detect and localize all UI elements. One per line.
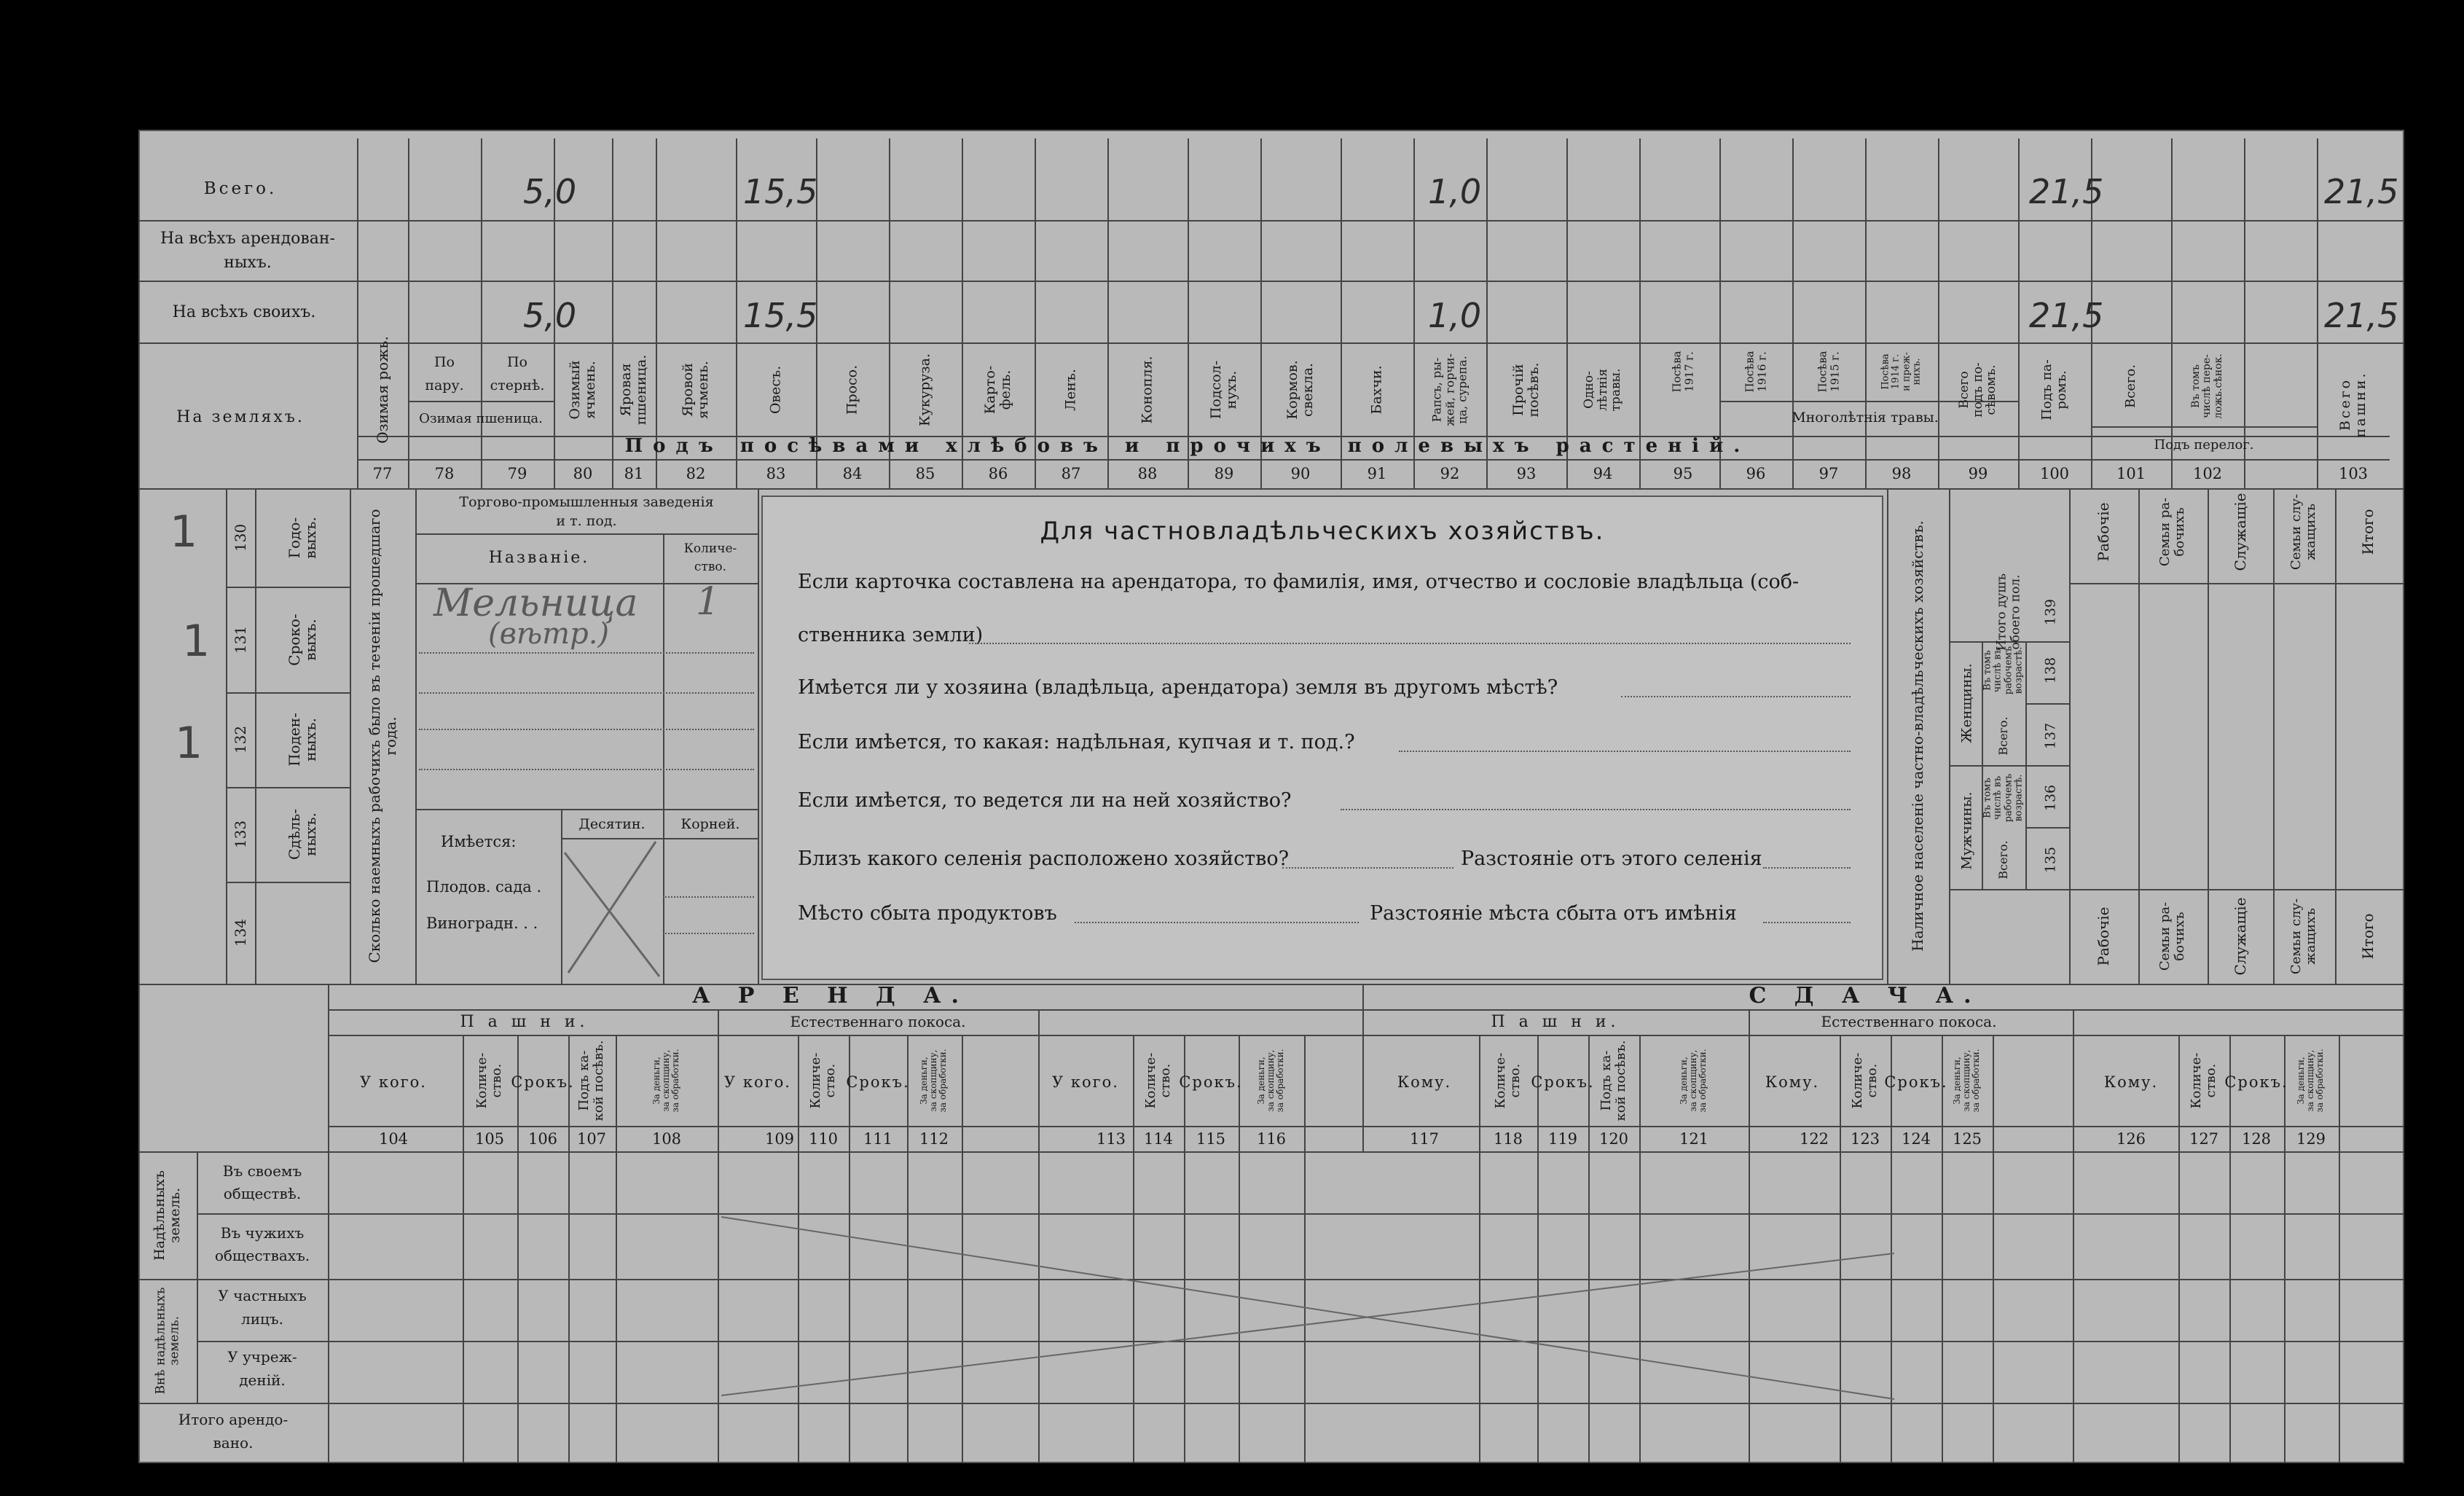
pop-itogo-dush: Итого душъ обоего пол. (1994, 573, 2022, 651)
col-header-91: Бахчи. (1368, 365, 1385, 415)
group-pod-perelog: Подъ перелог. (2154, 437, 2254, 453)
lease-col-number: 109 (764, 1130, 795, 1148)
col-header-82: Яровой ячмень. (680, 361, 711, 419)
top-col-number: 101 (2116, 465, 2146, 482)
lease-col-header: Срокъ. (1531, 1073, 1595, 1091)
workers-header-4: Семьи слу-жащихъ (2288, 493, 2318, 571)
row-label-vsego: Всего. (203, 179, 278, 198)
col-header-86: Карто- фель. (982, 365, 1013, 415)
lease-col-header: Кому. (2103, 1073, 2159, 1091)
col-header-89: Подсол- нухъ. (1208, 360, 1239, 420)
row-r3-1: У частныхъ (218, 1287, 307, 1304)
lease-col-line (616, 1035, 617, 1463)
col-header-87: Ленъ. (1062, 369, 1079, 411)
rows-vne-nadel: Внѣ надѣльныхъ земель. (153, 1287, 181, 1395)
col-header-90: Кормов. свекла. (1284, 360, 1316, 420)
col-srokovykh: Сроко- выхъ. (286, 614, 319, 666)
col-header-96: Посѣва 1916 г. (1743, 350, 1768, 393)
top-col-number: 96 (1746, 465, 1766, 482)
garden-korney: Корней. (680, 816, 740, 832)
workers-header-2: Семьи ра-бочихъ (2157, 497, 2187, 567)
private-q1b: ственника земли) (798, 624, 984, 646)
rule (138, 220, 2404, 222)
row-label-arend-1: На всѣхъ арендован- (160, 230, 335, 248)
top-col-number: 77 (372, 465, 393, 482)
lease-col-header: Кому. (1397, 1073, 1452, 1091)
cross-out-lines (721, 1210, 1902, 1406)
col-podennykh: Поден- ныхъ. (286, 713, 319, 767)
band-title: Подъ посѣвами хлѣбовъ и прочихъ полевыхъ растеній. (624, 435, 1751, 457)
lease-col-header: У кого. (360, 1073, 427, 1091)
lease-col-number: 111 (863, 1130, 893, 1148)
lease-col-header: Количе- ство. (808, 1052, 838, 1109)
col-header-97: Посѣва 1915 г. (1816, 350, 1841, 393)
private-title: Для частновладѣльческихъ хозяйствъ. (1040, 517, 1605, 546)
col-header-94: Одно- лѣтнія травы. (1581, 368, 1624, 412)
lease-col-number: 107 (576, 1130, 607, 1148)
trade-entry-qty: 1 (696, 580, 721, 624)
top-col-number: 89 (1214, 465, 1234, 482)
cross-out-mark (561, 838, 663, 984)
sdacha-pokosa: Естественнаго покоса. (1821, 1013, 1997, 1030)
col-header-79-1: По (506, 354, 528, 370)
lease-col-header: Кому. (1765, 1073, 1820, 1091)
top-col-number: 88 (1137, 465, 1158, 482)
col-header-95: Посѣва 1917 г. (1670, 350, 1695, 393)
lease-col-line (1942, 1035, 1943, 1463)
value-vsego-c79: 5,0 (523, 172, 577, 211)
lease-col-number: 125 (1952, 1130, 1982, 1148)
col-header-80: Озимый ячмень. (567, 360, 598, 420)
lease-col-header: За деньги, за скопщину, за обработки. (2296, 1049, 2326, 1113)
workers-footer-1: Рабочіе (2095, 906, 2112, 966)
lease-arenda-title: А Р Е Н Д А. (692, 983, 969, 1009)
lease-col-number: 116 (1256, 1130, 1287, 1148)
lease-col-header: За деньги, за скопщину, за обработки. (1679, 1049, 1708, 1113)
pop-m-v-tom: Въ томъ числѣ въ рабочемъ возрастѣ. (1982, 773, 2025, 823)
trade-entry-name: Мельница (433, 581, 638, 625)
row-label-na-zemlyakh: На земляхъ. (176, 408, 305, 426)
trade-title-2: и т. под. (556, 513, 617, 529)
lease-col-header: За деньги, за скопщину, за обработки. (1952, 1049, 1982, 1113)
row-r2-2: обществахъ. (214, 1247, 310, 1264)
top-col-number: 86 (988, 465, 1008, 482)
col-header-92: Рапсъ, ры- жей, горчи- ца, сурепа. (1429, 353, 1470, 426)
group-ozimaya-pshenitsa: Озимая пшеница. (419, 411, 543, 426)
pop-zh-vsego: Всего. (1996, 716, 2011, 756)
top-col-number: 80 (573, 465, 593, 482)
col-header-84: Просо. (844, 364, 860, 415)
col-header-88: Конопля. (1139, 356, 1156, 424)
garden-desyatin: Десятин. (578, 816, 646, 832)
lease-col-number: 104 (378, 1130, 409, 1148)
top-col-number: 98 (1891, 465, 1912, 482)
row-itogo-2: вано. (213, 1434, 254, 1452)
top-col-number: 97 (1818, 465, 1839, 482)
rotated-naemnykh: Сколько наемныхъ рабочихъ было въ теченіи прошедшаго года. (366, 509, 399, 963)
top-col-number: 87 (1061, 465, 1081, 482)
lease-col-number: 121 (1679, 1130, 1709, 1148)
lease-col-header: Срокъ. (511, 1073, 575, 1091)
col-header-85: Кукуруза. (917, 353, 933, 427)
value-svoikh-c91: 1,0 (1428, 296, 1482, 335)
lease-col-number: 128 (2241, 1130, 2272, 1148)
num-133: 133 (232, 820, 249, 849)
top-col-number: 81 (624, 465, 644, 482)
workers-footer-5: Итого (2359, 913, 2377, 960)
private-q4: Если имѣется, то ведется ли на ней хозяйство? (798, 789, 1292, 812)
workers-footer-2: Семьи ра-бочихъ (2157, 901, 2187, 971)
pop-m-vsego: Всего. (1996, 840, 2011, 880)
row-r2-1: Въ чужихъ (220, 1224, 305, 1242)
lease-col-number: 117 (1409, 1130, 1440, 1148)
lease-col-number: 105 (474, 1130, 505, 1148)
trade-name-header: Названіе. (488, 549, 590, 567)
lease-col-line (1993, 1035, 1994, 1463)
col-header-102: Въ томъ числѣ пере- ложь.сѣнок. (2189, 353, 2224, 419)
rule (357, 459, 2390, 461)
lease-col-header: Количе- ство. (1850, 1052, 1880, 1109)
lease-col-line (2284, 1035, 2286, 1463)
num-130: 130 (232, 523, 249, 552)
lease-col-number: 123 (1850, 1130, 1880, 1148)
col-header-101: Всего. (2123, 364, 2139, 408)
col-header-98: Посѣва 1914 г. и преж- нихъ. (1880, 352, 1923, 391)
row-r1-1: Въ своемъ (222, 1162, 302, 1180)
col-godovykh: Годо- выхъ. (286, 517, 319, 559)
pop-num-139: 139 (2042, 598, 2059, 626)
value-svoikh-c79: 5,0 (523, 296, 577, 335)
rule (138, 488, 2404, 490)
top-col-number: 91 (1367, 465, 1387, 482)
arenda-pashni: П а ш н и. (460, 1013, 589, 1031)
value-svoikh-c103: 21,5 (2324, 296, 2399, 335)
top-col-number: 92 (1440, 465, 1460, 482)
lease-col-number: 129 (2296, 1130, 2326, 1148)
col-header-77: Озимая рожь. (374, 336, 391, 444)
lease-col-number: 119 (1547, 1130, 1578, 1148)
lease-col-number: 114 (1143, 1130, 1174, 1148)
pop-num-135: 135 (2042, 846, 2059, 874)
value-vsego-c82: 15,5 (743, 172, 818, 211)
lease-col-header: Количе- ство. (1493, 1052, 1523, 1109)
top-col-number: 93 (1516, 465, 1537, 482)
mark-1: 1 (170, 506, 198, 557)
private-q2: Имѣется ли у хозяина (владѣльца, арендатора) земля въ другомъ мѣстѣ? (798, 676, 1558, 699)
group-mnogoletnie: Многолѣтнія травы. (1792, 410, 1939, 426)
top-col-number: 78 (434, 465, 455, 482)
lease-col-number: 127 (2189, 1130, 2219, 1148)
lease-col-header: Подъ ка- кой посѣвъ. (1598, 1040, 1628, 1121)
top-col-number: 94 (1593, 465, 1613, 482)
row-r4-2: деній. (239, 1371, 286, 1389)
lease-col-number: 126 (2116, 1130, 2146, 1148)
workers-header-3: Служащіе (2232, 493, 2249, 571)
col-header-83: Овесъ. (767, 365, 784, 415)
rule (138, 281, 2404, 282)
sdacha-pashni: П а ш н и. (1491, 1013, 1620, 1031)
num-131: 131 (232, 625, 249, 654)
garden-plodov: Плодов. сада . (426, 878, 542, 896)
row-label-arend-2: ныхъ. (224, 254, 272, 272)
pop-num-136: 136 (2042, 784, 2059, 812)
lease-sdacha-title: С Д А Ч А. (1749, 983, 1982, 1009)
pop-num-138: 138 (2042, 657, 2059, 684)
top-col-number: 82 (686, 465, 706, 482)
row-itogo-1: Итого арендо- (178, 1411, 289, 1428)
lease-col-number: 110 (808, 1130, 839, 1148)
num-134: 134 (232, 918, 249, 947)
garden-has: Имѣется: (441, 833, 517, 850)
top-col-number: 95 (1673, 465, 1693, 482)
lease-col-header: Количе- ство. (1143, 1052, 1173, 1109)
rows-nadelnykh: Надѣльныхъ земель. (152, 1170, 183, 1261)
col-header-78-2: пару. (425, 377, 464, 393)
top-col-number: 85 (915, 465, 935, 482)
trade-qty-header-2: ство. (694, 560, 727, 574)
value-vsego-c99: 21,5 (2029, 172, 2104, 211)
top-col-number: 100 (2039, 465, 2070, 482)
value-vsego-c91: 1,0 (1428, 172, 1482, 211)
workers-footer-3: Служащіе (2232, 897, 2249, 976)
col-header-93: Прочій посѣвъ. (1510, 362, 1542, 418)
col-header-99: Всего подъ по- сѣвомъ. (1956, 362, 1999, 418)
garden-vinograd: Виноградн. . . (426, 915, 538, 932)
lease-col-number: 118 (1493, 1130, 1523, 1148)
trade-title: Торгово-промышленныя заведенія (459, 494, 714, 510)
trade-qty-header-1: Количе- (683, 541, 737, 556)
value-vsego-c103: 21,5 (2324, 172, 2399, 211)
pop-num-137: 137 (2042, 722, 2059, 750)
lease-col-number: 115 (1196, 1130, 1226, 1148)
lease-col-header: За деньги, за скопщину, за обработки. (1256, 1049, 1286, 1113)
workers-header-1: Рабочіе (2095, 502, 2112, 562)
lease-col-header: Подъ ка- кой посѣвъ. (576, 1040, 606, 1121)
arenda-pokosa: Естественнаго покоса. (790, 1013, 966, 1030)
row-r1-2: обществѣ. (223, 1185, 302, 1202)
col-header-103: Всего пашни. (2337, 371, 2369, 438)
mark-3: 1 (175, 718, 203, 769)
pop-muzhchiny: Мужчины. (1958, 791, 1975, 870)
workers-header-5: Итого (2359, 509, 2377, 555)
value-svoikh-c82: 15,5 (743, 296, 818, 335)
pop-zhenshchiny: Женщины. (1958, 663, 1975, 743)
lease-col-number: 113 (1096, 1130, 1126, 1148)
private-q3: Если имѣется, то какая: надѣльная, купчая и т. под.? (798, 731, 1355, 753)
workers-footer-4: Семьи слу-жащихъ (2288, 898, 2318, 975)
lease-col-header: Срокъ. (1884, 1073, 1948, 1091)
lease-col-header: Количе- ство. (2189, 1052, 2218, 1109)
col-sdelnykh: Сдѣль- ныхъ. (286, 808, 319, 861)
lease-col-number: 108 (651, 1130, 682, 1148)
private-q5: Близъ какого селенія расположено хозяйство? (798, 847, 1290, 870)
rule (138, 342, 2404, 344)
lease-col-header: Количе- ство. (474, 1052, 504, 1109)
top-col-number: 103 (2338, 465, 2369, 482)
lease-col-header: За деньги, за скопщину, за обработки. (651, 1049, 681, 1113)
top-col-number: 84 (842, 465, 863, 482)
top-col-number: 90 (1290, 465, 1311, 482)
lease-col-line (568, 1035, 570, 1463)
lease-col-header: У кого. (1052, 1073, 1119, 1091)
mark-2: 1 (182, 616, 211, 667)
lease-col-number: 120 (1598, 1130, 1629, 1148)
num-132: 132 (232, 725, 249, 754)
private-q6: Мѣсто сбыта продуктовъ (798, 902, 1057, 925)
trade-entry-name-2: (вѣтр.) (488, 617, 610, 651)
lease-col-number: 122 (1799, 1130, 1829, 1148)
lease-col-header: У кого. (724, 1073, 791, 1091)
top-col-number: 102 (2192, 465, 2223, 482)
lease-col-number: 124 (1901, 1130, 1931, 1148)
value-svoikh-c99: 21,5 (2029, 296, 2104, 335)
col-header-78-1: По (433, 354, 455, 370)
private-q5b: Разстояніе отъ этого селенія (1461, 847, 1762, 870)
pop-zh-v-tom: Въ томъ числѣ въ рабочемъ возрастѣ. (1982, 646, 2025, 695)
lease-col-header: Срокъ. (846, 1073, 910, 1091)
private-q6b: Разстояніе мѣста сбыта отъ имѣнія (1370, 902, 1737, 925)
col-header-81: Яровая пшеница. (618, 354, 649, 426)
population-rotated: Наличное населеніе частно-владѣльческихъ хозяйствъ. (1909, 520, 1926, 952)
lease-col-line (463, 1035, 464, 1463)
row-r4-1: У учреж- (227, 1348, 297, 1366)
lease-col-header: За деньги, за скопщину, за обработки. (919, 1049, 949, 1113)
lease-col-line (2339, 1035, 2340, 1463)
lease-col-header: Срокъ. (2224, 1073, 2288, 1091)
private-q1a: Если карточка составлена на арендатора, то фамилія, имя, отчество и сословіе владѣльца (соб- (798, 571, 1800, 593)
top-col-number: 79 (507, 465, 527, 482)
lease-col-number: 112 (919, 1130, 949, 1148)
lease-col-number: 106 (527, 1130, 558, 1148)
col-header-79-2: стернѣ. (490, 377, 545, 393)
lease-col-header: Срокъ. (1179, 1073, 1243, 1091)
col-header-100: Подъ па- ромъ. (2039, 359, 2069, 420)
top-col-number: 99 (1968, 465, 1988, 482)
top-col-number: 83 (766, 465, 786, 482)
row-r3-2: лицъ. (241, 1310, 283, 1328)
lease-col-line (2178, 1035, 2180, 1463)
row-label-svoikh: На всѣхъ своихъ. (172, 303, 316, 321)
lease-col-line (2229, 1035, 2231, 1463)
lease-col-line (517, 1035, 519, 1463)
